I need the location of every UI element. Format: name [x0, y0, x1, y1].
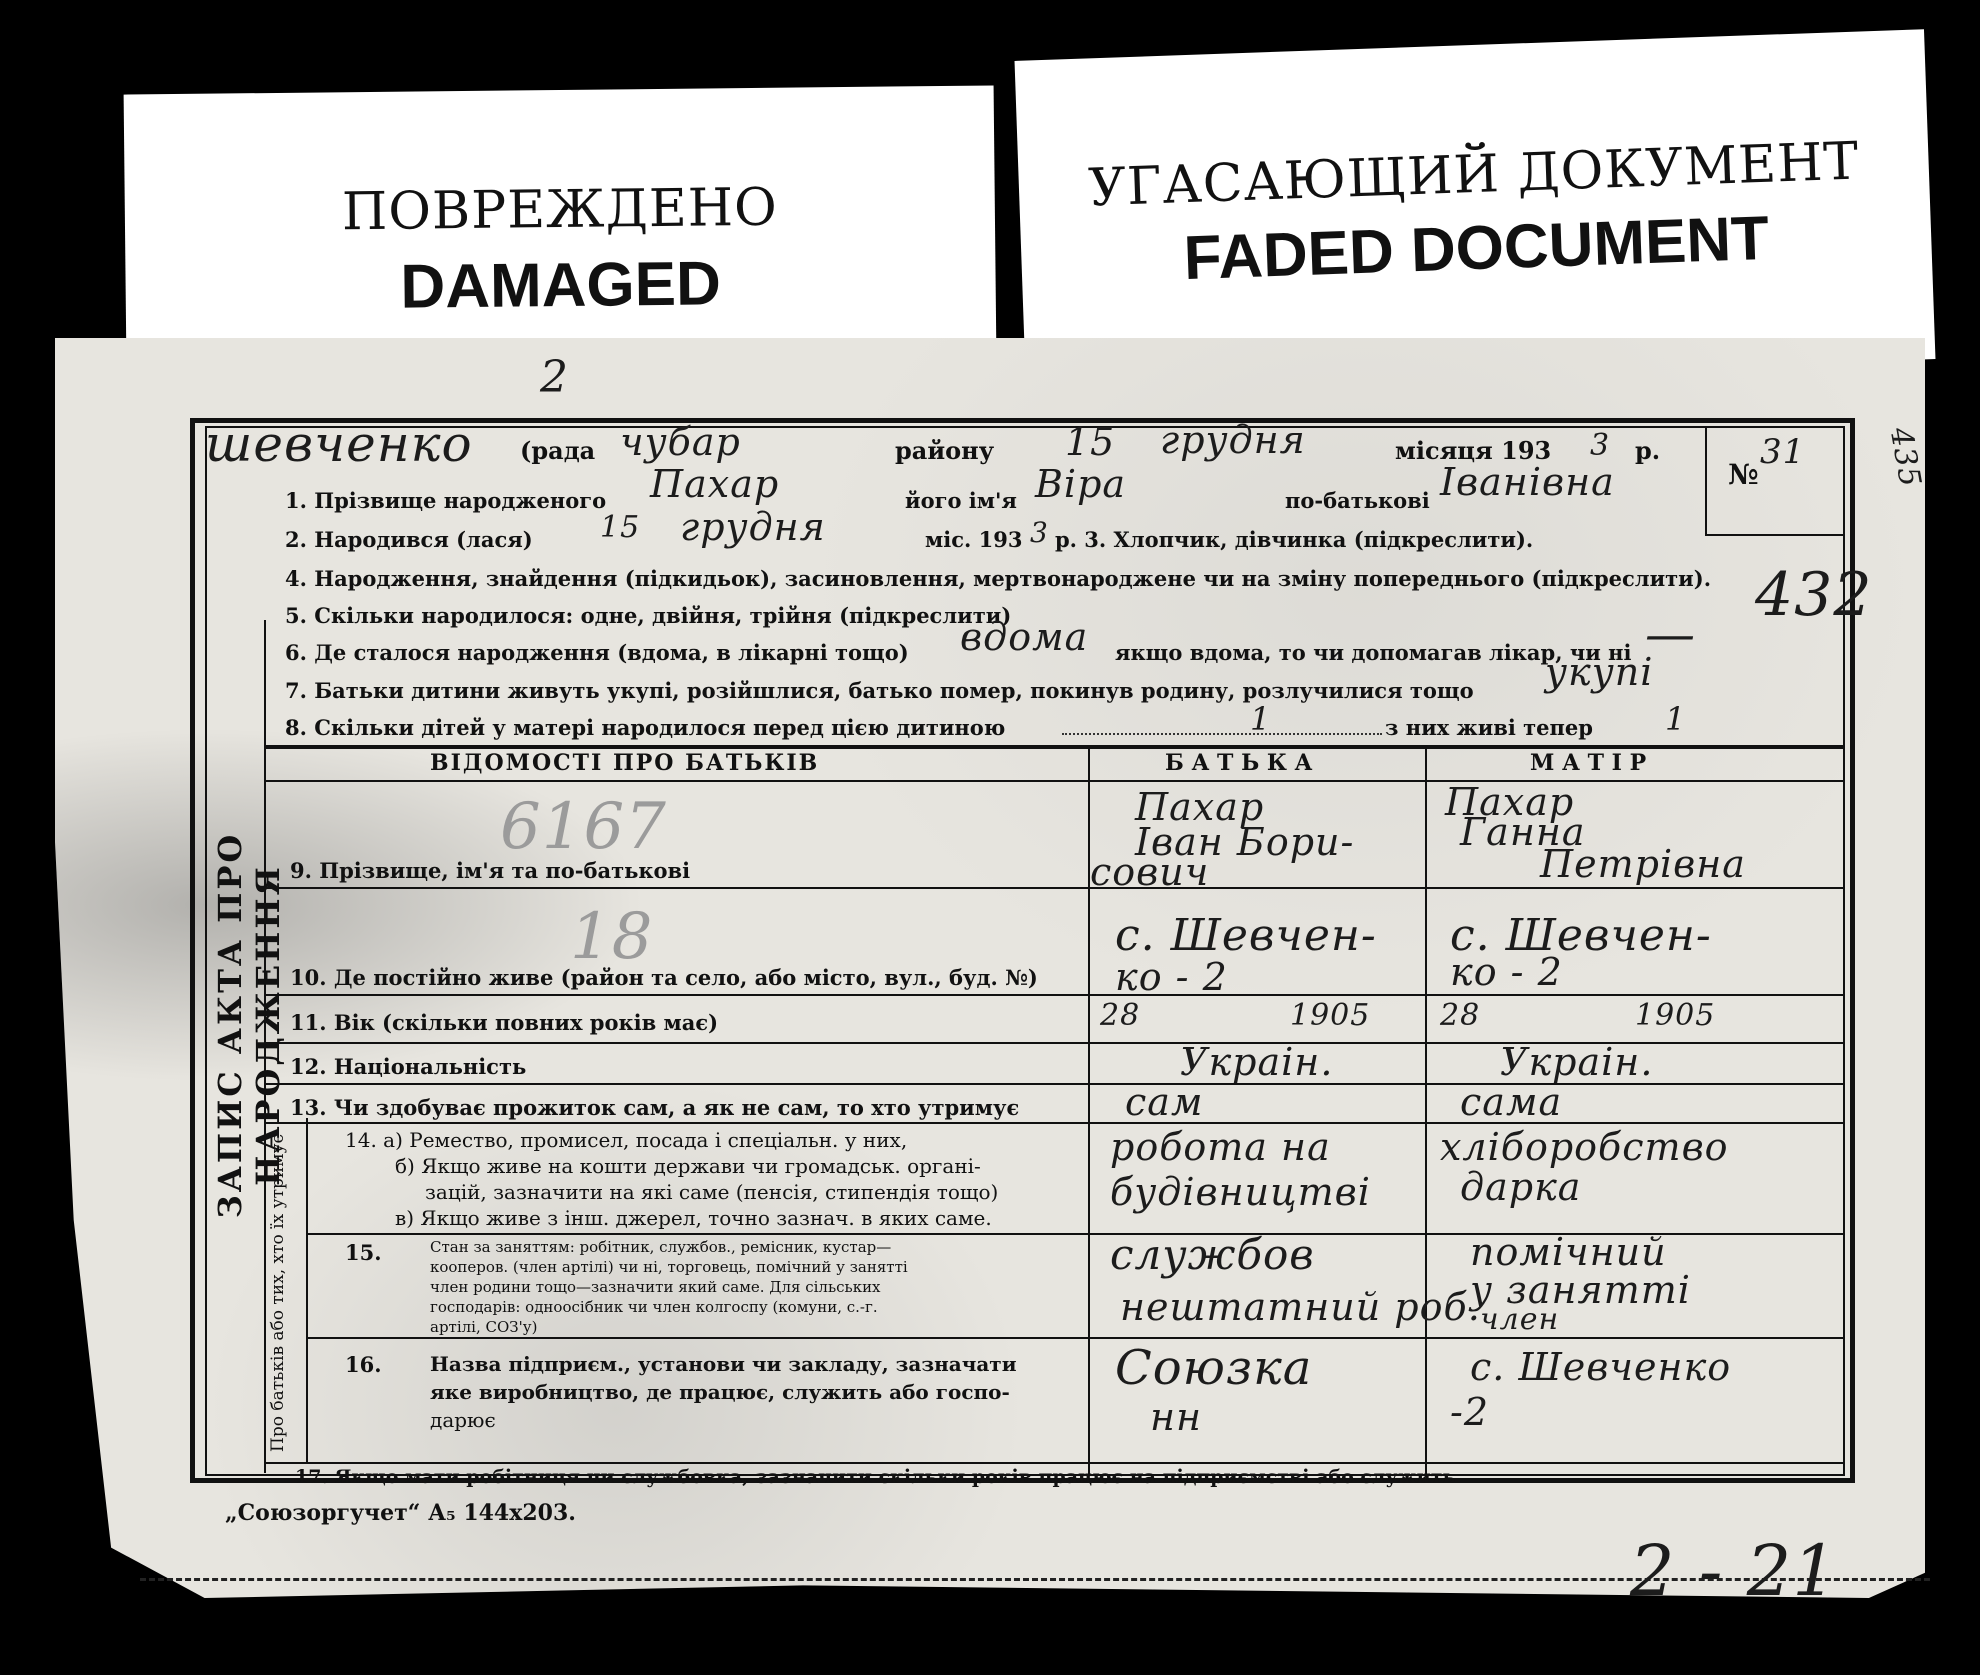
hw-together: укупі [1545, 650, 1654, 694]
row-16-c: дарює [430, 1408, 496, 1432]
row-15-a: Стан за заняттям: робітник, службов., ремісник, кустар— [430, 1238, 892, 1256]
hw-doctor: — [1645, 605, 1696, 663]
print-footer: „Союзоргучет“ А₅ 144х203. [225, 1500, 576, 1526]
hw-father-name-2: Іван Бори- [1135, 820, 1355, 864]
hw-record-no: 31 [1760, 432, 1806, 472]
line-5-label: 5. Скільки народилося: одне, двійня, трійня (підкреслити) [285, 603, 1012, 628]
row-17-label: 17. Якщо мати робітниця чи службовка, зазначити скільки років працює на підприємстві або служить [295, 1466, 1456, 1488]
row-14-b: б) Якщо живе на кошти держави чи громадськ. органі- [395, 1154, 981, 1178]
line-2-month-label: міс. 193 [925, 527, 1023, 552]
row-rule-9 [264, 887, 1845, 889]
hw-children-alive: 1 [1665, 700, 1687, 738]
line-8-dots [1062, 733, 1382, 735]
hw-month: грудня [1160, 418, 1306, 462]
row-11-label: 11. Вік (скільки повних років має) [290, 1010, 719, 1035]
hw-father-status-1: службов [1110, 1230, 1315, 1279]
row-rule-15 [306, 1337, 1845, 1339]
line-2-sex-label: р. 3. Хлопчик, дівчинка (підкреслити). [1055, 527, 1534, 552]
header-month: місяця 193 [1395, 436, 1552, 465]
damaged-label [124, 85, 997, 364]
parents-sidebar-label: Про батьків або тих, хто їх утримує [268, 1134, 288, 1452]
table-header-mother: М А Т І Р [1530, 750, 1647, 776]
hw-father-year: 1905 [1290, 998, 1371, 1033]
hw-day: 15 [1065, 420, 1116, 464]
row-9-label: 9. Прізвище, ім'я та по-батькові [290, 858, 691, 883]
line-6-label: 6. Де сталося народження (вдома, в лікарні тощо) [285, 640, 909, 665]
line-2-label: 2. Народився (лася) [285, 527, 533, 552]
hw-margin-num-1: 435 [1882, 424, 1928, 491]
row-16-a: Назва підприєм., установи чи закладу, зазначати [430, 1352, 1017, 1376]
table-header-rule [264, 780, 1845, 782]
row-15-d: господарів: одноосібник чи член колгоспу (комуни, с.-г. [430, 1298, 878, 1316]
hw-place: вдома [960, 615, 1089, 659]
faint-stamp-2: 18 [570, 900, 654, 974]
row-13-label: 13. Чи здобуває прожиток сам, а як не сам, то хто утримує [290, 1095, 1020, 1120]
hw-father-res-2: ко - 2 [1115, 955, 1228, 999]
hw-father-nat: Украін. [1180, 1040, 1334, 1084]
parents-sidebar [264, 1118, 308, 1463]
header-year-suffix: р. [1635, 436, 1661, 465]
hw-father-status-2: нештатний роб. [1120, 1285, 1481, 1329]
hw-mother-occ-2: дарка [1460, 1165, 1582, 1209]
line-7-label: 7. Батьки дитини живуть укупі, розійшлися, батько помер, покинув родину, розлучилися тощо [285, 678, 1474, 703]
row-15-b: кооперов. (член артілі) чи ні, торговець, помічний у занятті [430, 1258, 908, 1276]
hw-mother-age: 28 [1440, 998, 1481, 1033]
row-12-label: 12. Національність [290, 1054, 527, 1079]
hw-birth-year-digit: 3 [1030, 516, 1049, 549]
hw-mother-work-1: с. Шевченко [1470, 1345, 1732, 1389]
hw-father-name-1: Пахар [1135, 785, 1265, 829]
hw-mother-name-1: Пахар [1445, 780, 1575, 824]
faded-label-ru: УГАСАЮЩИЙ ДОКУМЕНТ [1087, 131, 1861, 219]
hw-margin-num-2: 432 [1755, 560, 1873, 630]
hw-father-work-1: Союзка [1115, 1340, 1313, 1396]
hw-birth-month: грудня [680, 505, 826, 549]
faint-stamp-1: 6167 [500, 790, 667, 864]
col-divider-2 [1425, 745, 1427, 1475]
hw-village: шевченко [205, 415, 473, 473]
row-15-e: артілі, СОЗ'у) [430, 1318, 538, 1336]
hw-mother-name-3: Петрівна [1540, 842, 1746, 886]
hw-mother-status-1: помічний [1470, 1230, 1667, 1274]
row-14-d: в) Якщо живе з інш. джерел, точно зазнач. в яких саме. [395, 1206, 992, 1230]
hw-mother-status-3: член [1480, 1302, 1560, 1337]
hw-mother-name-2: Ганна [1460, 810, 1586, 854]
line-1-label: 1. Прізвище народженого [285, 488, 607, 513]
hw-father-age: 28 [1100, 998, 1141, 1033]
hw-father-occ-1: робота на [1110, 1125, 1331, 1169]
row-14-a: 14. а) Ремество, промисел, посада і спеціальн. у них, [345, 1128, 908, 1152]
row-rule-10 [264, 994, 1845, 996]
hw-rada: чубар [620, 420, 741, 464]
line-1-patronymic-label: по-батькові [1285, 488, 1430, 513]
table-header-father: Б А Т Ь К А [1165, 750, 1313, 776]
hw-patronymic: Іванівна [1440, 460, 1615, 504]
hw-father-name-3: сович [1090, 850, 1210, 894]
row-15-num: 15. [345, 1240, 382, 1265]
damaged-label-en: DAMAGED [400, 249, 722, 322]
hw-mother-status-2: у заняттi [1470, 1268, 1691, 1312]
hw-mother-year: 1905 [1635, 998, 1716, 1033]
header-number: № [1728, 458, 1759, 491]
row-16-num: 16. [345, 1352, 382, 1377]
line-8-alive-label: з них живі тепер [1385, 715, 1593, 740]
header-rada: (рада [520, 436, 596, 465]
line-8-label: 8. Скільки дітей у матері народилося перед цією дитиною [285, 715, 1006, 740]
table-top-rule [264, 745, 1845, 749]
hw-mother-res-1: с. Шевчен- [1450, 910, 1712, 961]
row-10-label: 10. Де постійно живе (район та село, або місто, вул., буд. №) [290, 965, 1038, 990]
hw-father-res-1: с. Шевчен- [1115, 910, 1377, 961]
line-6-doctor-label: якщо вдома, то чи допомагав лікар, чи ні [1115, 640, 1632, 665]
hw-name: Віра [1035, 462, 1127, 506]
row-16-b: яке виробництво, де працює, служить або госпо- [430, 1380, 1010, 1404]
hw-father-occ-2: будівництві [1110, 1170, 1371, 1214]
hw-surname: Пахар [650, 462, 780, 506]
hw-father-work-2: нн [1150, 1395, 1203, 1439]
line-4-label: 4. Народження, знайдення (підкидьок), засиновлення, мертвонароджене чи на зміну попереднього (підкреслити). [285, 566, 1712, 591]
hw-children-before: 1 [1250, 700, 1272, 738]
hw-year-digit: 3 [1590, 428, 1611, 463]
damaged-label-ru: ПОВРЕЖДЕНО [341, 177, 779, 243]
row-rule-16 [264, 1462, 1845, 1464]
header-rayon: району [895, 436, 995, 465]
row-15-c: член родини тощо—зазначити який саме. Для сільських [430, 1278, 881, 1296]
hw-bottom-scrawl: 2 - 21 [1630, 1530, 1838, 1612]
faded-label-en: FADED DOCUMENT [1182, 203, 1771, 294]
hw-mother-res-2: ко - 2 [1450, 950, 1563, 994]
header-rule [205, 420, 1015, 422]
hw-mother-support: сама [1460, 1080, 1563, 1124]
hw-father-support: сам [1125, 1080, 1204, 1124]
faded-label [1015, 29, 1936, 391]
table-header-info: ВІДОМОСТІ ПРО БАТЬКІВ [430, 750, 820, 776]
line-1-name-label: його ім'я [905, 488, 1017, 513]
hw-birth-day: 15 [600, 510, 641, 545]
hw-mother-occ-1: хліборобство [1440, 1125, 1729, 1169]
hw-mother-work-2: -2 [1450, 1390, 1490, 1434]
row-14-c: зацій, зазначити на які саме (пенсія, стипендія тощо) [425, 1180, 999, 1204]
hw-mother-nat: Украін. [1500, 1040, 1654, 1084]
row-rule-13 [264, 1122, 1845, 1124]
form-title: ЗАПИС АКТА ПРО НАРОДЖЕННЯ [211, 831, 287, 1219]
hw-top-number: 2 [540, 352, 569, 403]
